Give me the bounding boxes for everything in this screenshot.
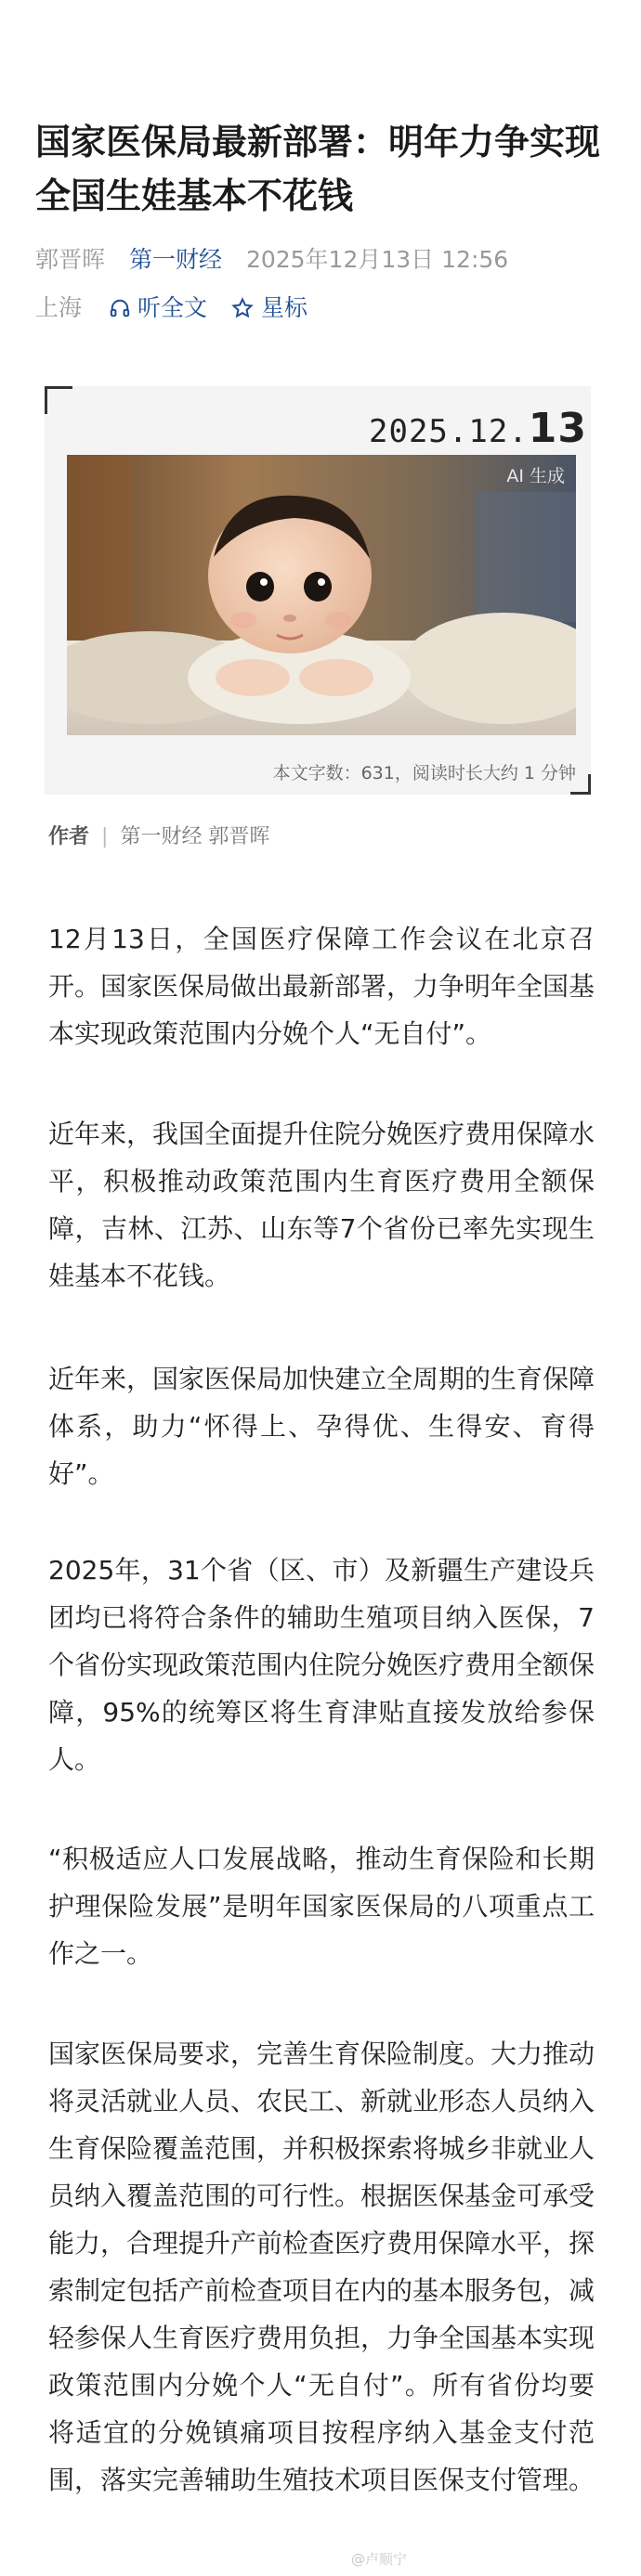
byline-label: 作者 [48, 825, 90, 848]
publish-time: 2025年12月13日 12:56 [245, 246, 509, 273]
byline-text: 第一财经 郭晋晖 [120, 825, 270, 848]
watermark: @卢顺宁 [350, 2551, 407, 2568]
star-label: 星标 [261, 294, 308, 321]
byline-separator: | [101, 825, 109, 848]
paragraph: 近年来，国家医保局加快建立全周期的生育保障体系，助力“怀得上、孕得优、生得安、育得好”。 [48, 1364, 595, 1489]
baby-photo-illustration [67, 455, 576, 735]
author-name[interactable]: 郭晋晖 [35, 246, 106, 273]
listen-label: 听全文 [137, 294, 208, 321]
listen-button[interactable] [110, 290, 207, 327]
article-title: 国家医保局最新部署：明年力争实现全国生娃基本不花钱 [35, 122, 601, 216]
paragraph: 国家医保局要求，完善生育保险制度。大力推动将灵活就业人员、农民工、新就业形态人员纳入生育保险覆盖范围，并积极探索将城乡非就业人员纳入覆盖范围的可行性。根据医保基金可承受能力，合理提升产前检查医疗费用保障水平，探索制定包括产前检查项目在内的基本服务包，减轻参保人生育医疗费用负担，力争全国基本实现政策范围内分娩个人“无自付”。所有省份均要将适宜的分娩镇痛项目按程序纳入基金支付范围，落实完善辅助生殖技术项目医保支付管理。 [48, 2039, 595, 2495]
location: 上海 [35, 294, 83, 321]
article-meta-actions [35, 290, 611, 327]
word-count: 本文字数：631，阅读时长大约 1 分钟 [272, 763, 576, 783]
paragraph: “积极适应人口发展战略，推动生育保险和长期护理保险发展”是明年国家医保局的八项重点工作之一。 [48, 1844, 595, 1969]
headphones-icon [110, 298, 130, 318]
cover-date: 2025.12.13 [369, 405, 587, 452]
card-corner-decoration [45, 386, 72, 414]
cover-photo-baby[interactable] [67, 455, 576, 735]
star-outline-icon [231, 297, 254, 319]
paragraph: 12月13日，全国医疗保障工作会议在北京召开。国家医保局做出最新部署，力争明年全国基本实现政策范围内分娩个人“无自付”。 [48, 924, 595, 1049]
byline [48, 821, 269, 849]
paragraph: 2025年，31个省（区、市）及新疆生产建设兵团均已将符合条件的辅助生殖项目纳入医保，7个省份实现政策范围内住院分娩医疗费用全额保障，95%的统筹区将生育津贴直接发放给参保人。 [48, 1555, 595, 1775]
star-button[interactable] [231, 290, 307, 327]
ai-generated-tag: AI 生成 [506, 466, 565, 486]
paragraph: 近年来，我国全面提升住院分娩医疗费用保障水平，积极推动政策范围内生育医疗费用全额保障，吉林、江苏、山东等7个省份已率先实现生娃基本不花钱。 [48, 1119, 595, 1291]
source-link[interactable]: 第一财经 [128, 246, 222, 273]
article-meta [35, 241, 611, 278]
